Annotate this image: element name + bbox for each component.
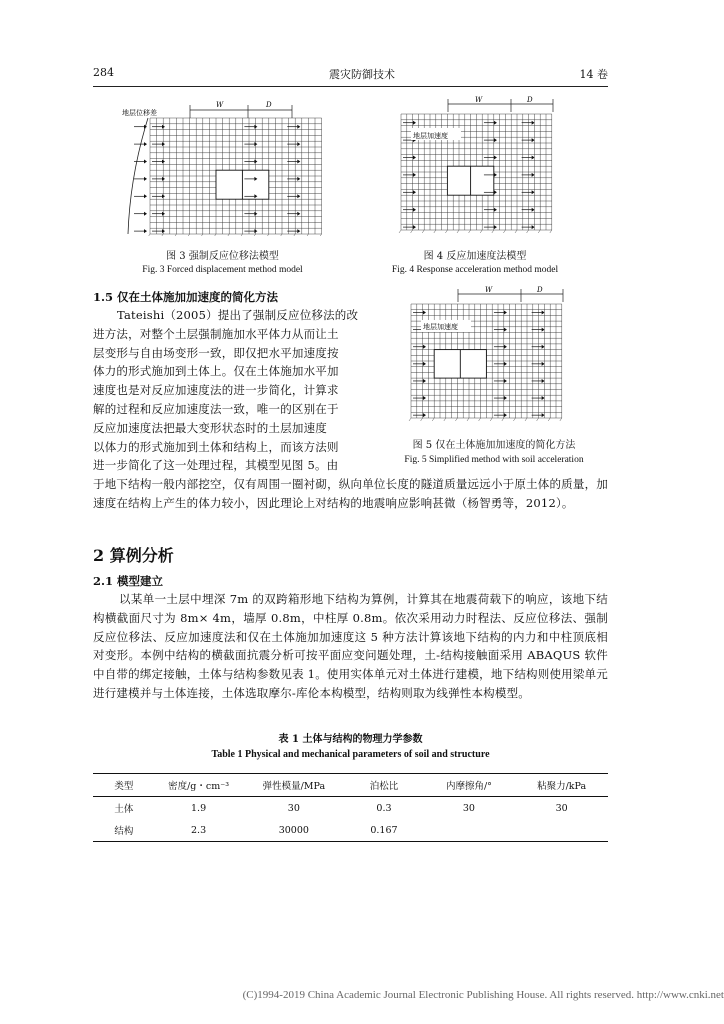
- table-header-row: [93, 774, 608, 797]
- fig5-caption-en: Fig. 5 Simplified method with soil acceleration: [404, 455, 584, 465]
- cell: 土体: [114, 804, 134, 815]
- header-density: 密度/g・cm⁻³: [155, 774, 243, 797]
- header-modulus: 弹性模量/MPa: [242, 774, 345, 797]
- line-4: 体力的形式施加到土体上。仅在土体施加水平加: [93, 364, 339, 379]
- label-d: D: [266, 101, 272, 109]
- header-cohesion: 粘聚力/kPa: [515, 774, 608, 797]
- cell: 30000: [242, 819, 345, 842]
- fig4-caption-cn: 图 4 反应加速度法模型: [423, 251, 527, 262]
- section-1-5-continuation: 于地下结构一般内部挖空，仅有周围一圈衬砌，纵向单位长度的隧道质量远远小于原土体的质量，加速度在结构上产生的体力较小，因此理论上对结构的地震响应影响甚微（杨智勇等，2012）。: [93, 477, 608, 510]
- fig4-caption-en: Fig. 4 Response acceleration method model: [391, 265, 559, 275]
- table-1: [93, 773, 608, 842]
- page-number: 284: [93, 66, 114, 79]
- cell: 30: [462, 802, 475, 814]
- dimension-arrows: [458, 289, 563, 302]
- label-d: D: [537, 286, 543, 294]
- cell: 0.3: [376, 802, 392, 814]
- label-acceleration: 地层加速度: [413, 132, 448, 140]
- line-8: 以体力的形式施加到土体和结构上，而该方法则: [93, 439, 339, 454]
- section-2-heading: 2 算例分析: [93, 546, 174, 565]
- line-6: 解的过程和反应加速度法一致，唯一的区别在于: [93, 401, 339, 416]
- cell: 2.3: [155, 819, 243, 842]
- label-w: W: [475, 96, 483, 104]
- header-type: 类型: [93, 774, 155, 797]
- figure-3-diagram: [120, 96, 325, 236]
- dimension-arrows: [448, 99, 553, 112]
- dimension-arrows: [190, 105, 292, 118]
- label-w: W: [216, 101, 224, 109]
- table-row: [93, 819, 608, 842]
- section-1-5-heading: 1.5 仅在土体施加加速度的简化方法: [93, 290, 279, 304]
- label-displacement: 地层位移差: [122, 109, 157, 117]
- line-3: 层变形与自由场变形一致，即仅把水平加速度按: [93, 345, 339, 360]
- figure-4-diagram: [393, 96, 563, 236]
- cell: 0.167: [345, 819, 422, 842]
- table-row: [93, 797, 608, 820]
- cell: 30: [555, 802, 568, 814]
- fig3-caption-en: Fig. 3 Forced displacement method model: [142, 265, 303, 275]
- section-2-1-heading: 2.1 模型建立: [93, 574, 164, 588]
- line-5: 速度也是对反应加速度法的进一步简化，计算求: [93, 383, 339, 398]
- cell: [423, 819, 516, 842]
- header-rule: [93, 86, 608, 87]
- table1-caption-en: Table 1 Physical and mechanical parameters of soil and structure: [211, 749, 490, 760]
- label-acceleration: 地层加速度: [423, 323, 458, 331]
- header-friction: 内摩擦角/°: [423, 774, 516, 797]
- label-w: W: [485, 286, 493, 294]
- label-d: D: [527, 96, 533, 104]
- fig5-caption-cn: 图 5 仅在土体施加加速度的简化方法: [412, 440, 576, 451]
- copyright-footer: (C)1994-2019 China Academic Journal Electronic Publishing House. All rights reserved. http://www.cnki.net: [242, 989, 724, 1001]
- cell: 1.9: [191, 802, 207, 814]
- line-2: 进方法，对整个土层强制施加水平体力从而让土: [93, 326, 339, 341]
- cell: 结构: [93, 819, 155, 842]
- cell: [515, 819, 608, 842]
- soil-mesh-grid: [148, 118, 322, 236]
- line-7: 反应加速度法把最大变形状态时的土层加速度: [93, 420, 327, 435]
- section-2-1-paragraph: 以某单一土层中埋深 7m 的双跨箱形地下结构为算例，计算其在地震荷载下的响应，该地下结构横截面尺寸为 8m× 4m，墙厚 0.8m，中柱厚 0.8m。依次采用动力时程法、反应位移法、强制反应位移法、反应加速度法和仅在土体施加加速度这 5 种方法计算该地下结构的内力和中柱顶底相对变形。本例中结构的横截面抗震分析可按平面应变问题处理，土-结构接触面采用 ABAQUS 软件中自带的绑定接触，土体与结构参数见表 1。使用实体单元对土体进行建模，地下结构则使用梁单元进行建模并与土体连接，土体选取摩尔-库伦本构模型，结构则取为线弹性本构模型。: [93, 592, 608, 700]
- journal-title: 震灾防御技术: [329, 68, 395, 81]
- section-1-5-text: [93, 306, 371, 475]
- line-1: Tateishi（2005）提出了强制反应位移法的改: [117, 308, 359, 322]
- header-poisson: 泊松比: [345, 774, 422, 797]
- table1-caption-cn: 表 1 土体与结构的物理力学参数: [278, 734, 423, 745]
- figure-5-diagram: [403, 286, 573, 424]
- fig3-caption-cn: 图 3 强制反应位移法模型: [166, 251, 279, 262]
- displacement-profile: [128, 118, 148, 234]
- volume-label: 14 卷: [579, 68, 608, 81]
- line-9: 进一步简化了这一处理过程，其模型见图 5。由: [93, 458, 339, 473]
- cell: 30: [287, 802, 300, 814]
